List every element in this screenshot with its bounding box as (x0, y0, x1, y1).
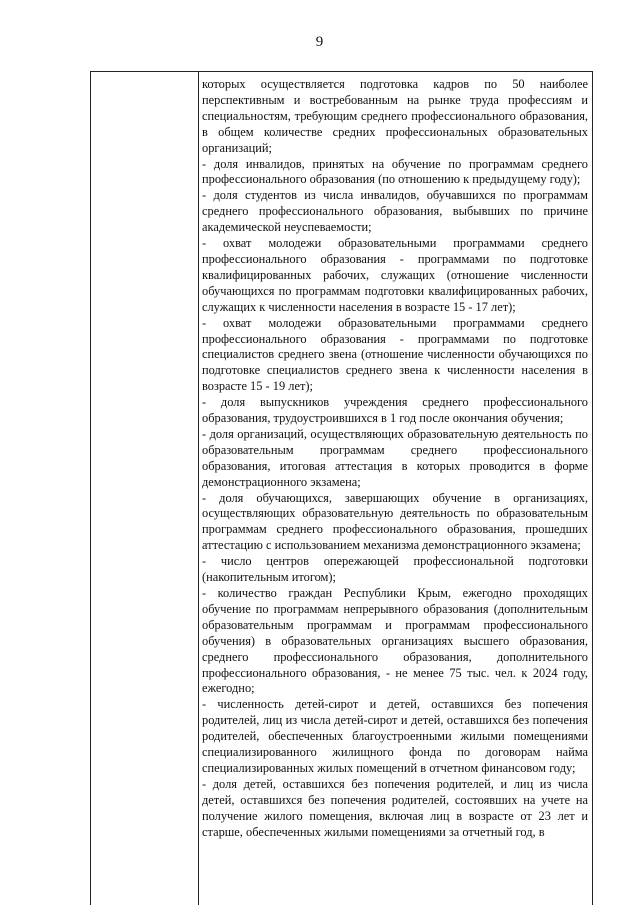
table-right-column (202, 77, 588, 841)
table-left-column (91, 72, 199, 905)
paragraph: - охват молодежи образовательными программами среднего профессионального образования - программами по подготовке квалифицированных рабочих, служащих (отношение численности обучающихся по программам подготовки квалифицированных рабочих, служащих к численности населения в возрасте 15 - 17 лет); (202, 236, 588, 314)
paragraph: - доля выпускников учреждения среднего профессионального образования, трудоустроившихся в 1 год после окончания обучения; (202, 395, 588, 426)
paragraph: - доля обучающихся, завершающих обучение в организациях, осуществляющих образовательную деятельность по образовательным программам среднего профессионального образования, прошедших аттестацию с использованием механизма демонстрационного экзамена; (202, 490, 588, 553)
paragraph: которых осуществляется подготовка кадров по 50 наиболее перспективным и востребованным на рынке труда профессиям и специальностям, требующим среднего профессионального образования, в общем количестве средних профессиональных образовательных организаций; (202, 77, 588, 155)
table (90, 71, 593, 905)
paragraph: - охват молодежи образовательными программами среднего профессионального образования - программами по подготовке специалистов среднего звена (отношение численности обучающихся по подготовке специалистов среднего звена к численности населения в возрасте 15 - 19 лет); (202, 315, 588, 394)
page-number: 9 (315, 34, 324, 50)
paragraph: - количество граждан Республики Крым, ежегодно проходящих обучение по программам непрерывного образования (дополнительным образовательным программам и программам профессионального обучения) в образовательных организациях высшего образования, среднего профессионального образования, дополнительного профессионального образования, - не менее 75 тыс. чел. к 2024 году, ежегодно; (202, 586, 588, 696)
paragraph: - число центров опережающей профессиональной подготовки (накопительным итогом); (202, 554, 588, 585)
paragraph: - численность детей-сирот и детей, оставшихся без попечения родителей, лиц из числа детей-сирот и детей, оставшихся без попечения родителей, обеспеченных благоустроенными жилыми помещениями специализированного жилищного фонда по договорам найма специализированных жилых помещений в отчетном финансовом году; (202, 697, 588, 775)
paragraph: - доля инвалидов, принятых на обучение по программам среднего профессионального образования (по отношению к предыдущему году); (202, 156, 588, 187)
paragraph: - доля студентов из числа инвалидов, обучавшихся по программам среднего профессионального образования, выбывших по причине академической неуспеваемости; (202, 188, 588, 235)
paragraph: - доля организаций, осуществляющих образовательную деятельность по образовательным программам среднего профессионального образования, итоговая аттестация в которых проводится в форме демонстрационного экзамена; (202, 426, 588, 489)
paragraph: - доля детей, оставшихся без попечения родителей, и лиц из числа детей, оставшихся без попечения родителей, состоявших на учете на получение жилого помещения, включая лиц в возрасте от 23 лет и старше, обеспеченных жилыми помещениями за отчетный год, в (202, 776, 588, 839)
